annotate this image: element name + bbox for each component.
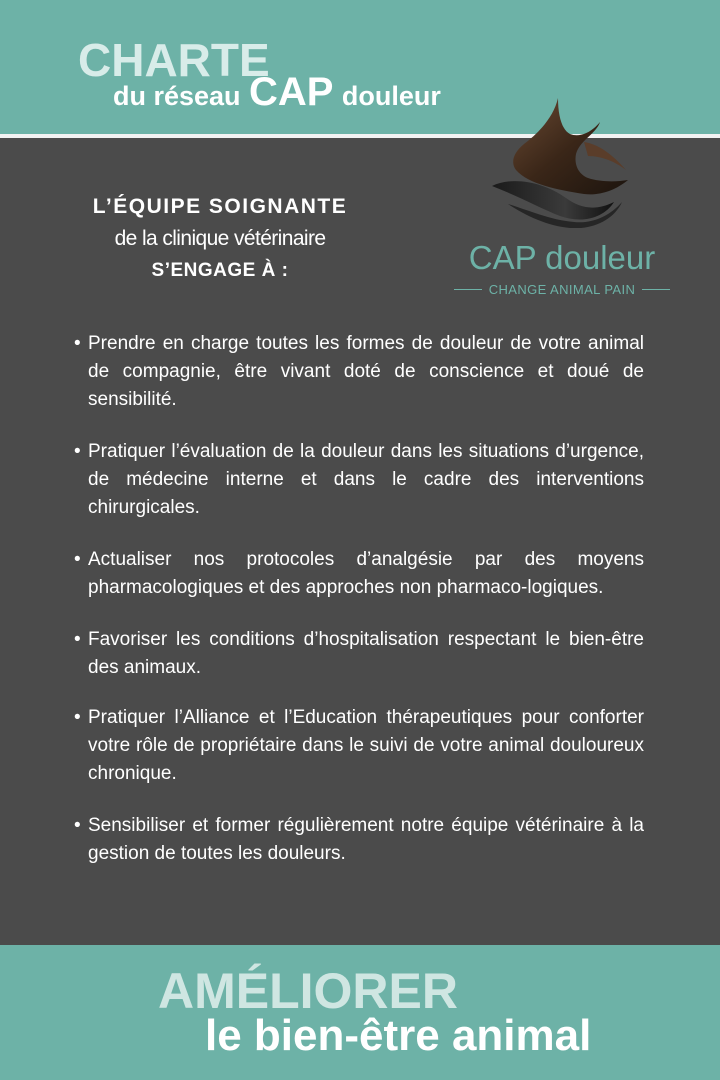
commitment-text: Actualiser nos protocoles d’analgésie par des moyens pharmacologiques et des approches non pharmaco-logiques.	[88, 549, 644, 598]
commitment-text: Pratiquer l’évaluation de la douleur dans les situations d’urgence, de médecine interne et dans le cadre des interventions chirurgicales.	[88, 441, 644, 518]
header-subtitle-part1: du réseau	[113, 81, 241, 111]
header-subtitle	[113, 70, 441, 115]
logo-name: CAP douleur	[468, 239, 656, 276]
list-item	[74, 438, 644, 522]
logo-tagline-text: CHANGE ANIMAL PAIN	[488, 282, 636, 297]
bullet: •	[74, 549, 81, 570]
engagement-line-3: S’ENGAGE À :	[151, 260, 289, 281]
list-item	[74, 626, 644, 682]
animal-head-hands-icon	[488, 98, 638, 228]
header-title-charte: CHARTE	[78, 34, 270, 86]
engagement-line-2: de la clinique vétérinaire	[114, 227, 326, 250]
bullet: •	[74, 815, 81, 836]
engagement-line-1: L’ÉQUIPE SOIGNANTE	[92, 195, 348, 218]
bullet: •	[74, 629, 81, 650]
bullet: •	[74, 707, 81, 728]
footer-title-ameliorer: AMÉLIORER	[158, 963, 458, 1019]
bullet: •	[74, 333, 81, 354]
engagement-heading	[50, 192, 390, 286]
commitment-text: Pratiquer l’Alliance et l’Education thérapeutiques pour conforter votre rôle de propriétaire dans le suivi de votre animal douloureux chronique.	[88, 707, 644, 784]
header-subtitle-douleur: douleur	[341, 81, 441, 111]
commitment-text: Sensibiliser et former régulièrement notre équipe vétérinaire à la gestion de toutes les douleurs.	[88, 815, 644, 864]
header-subtitle-cap: CAP	[249, 70, 334, 114]
logo-tagline	[448, 280, 676, 300]
list-item	[74, 704, 644, 788]
commitment-text: Prendre en charge toutes les formes de douleur de votre animal de compagnie, être vivant doté de conscience et doué de sensibilité.	[88, 333, 644, 410]
list-item	[74, 546, 644, 602]
tagline-dash-right	[642, 289, 670, 290]
footer-subtitle: le bien-être animal	[205, 1011, 592, 1060]
commitments-list	[74, 330, 644, 892]
list-item	[74, 330, 644, 414]
commitment-text: Favoriser les conditions d’hospitalisation respectant le bien-être des animaux.	[88, 629, 644, 678]
list-item	[74, 812, 644, 868]
bullet: •	[74, 441, 81, 462]
